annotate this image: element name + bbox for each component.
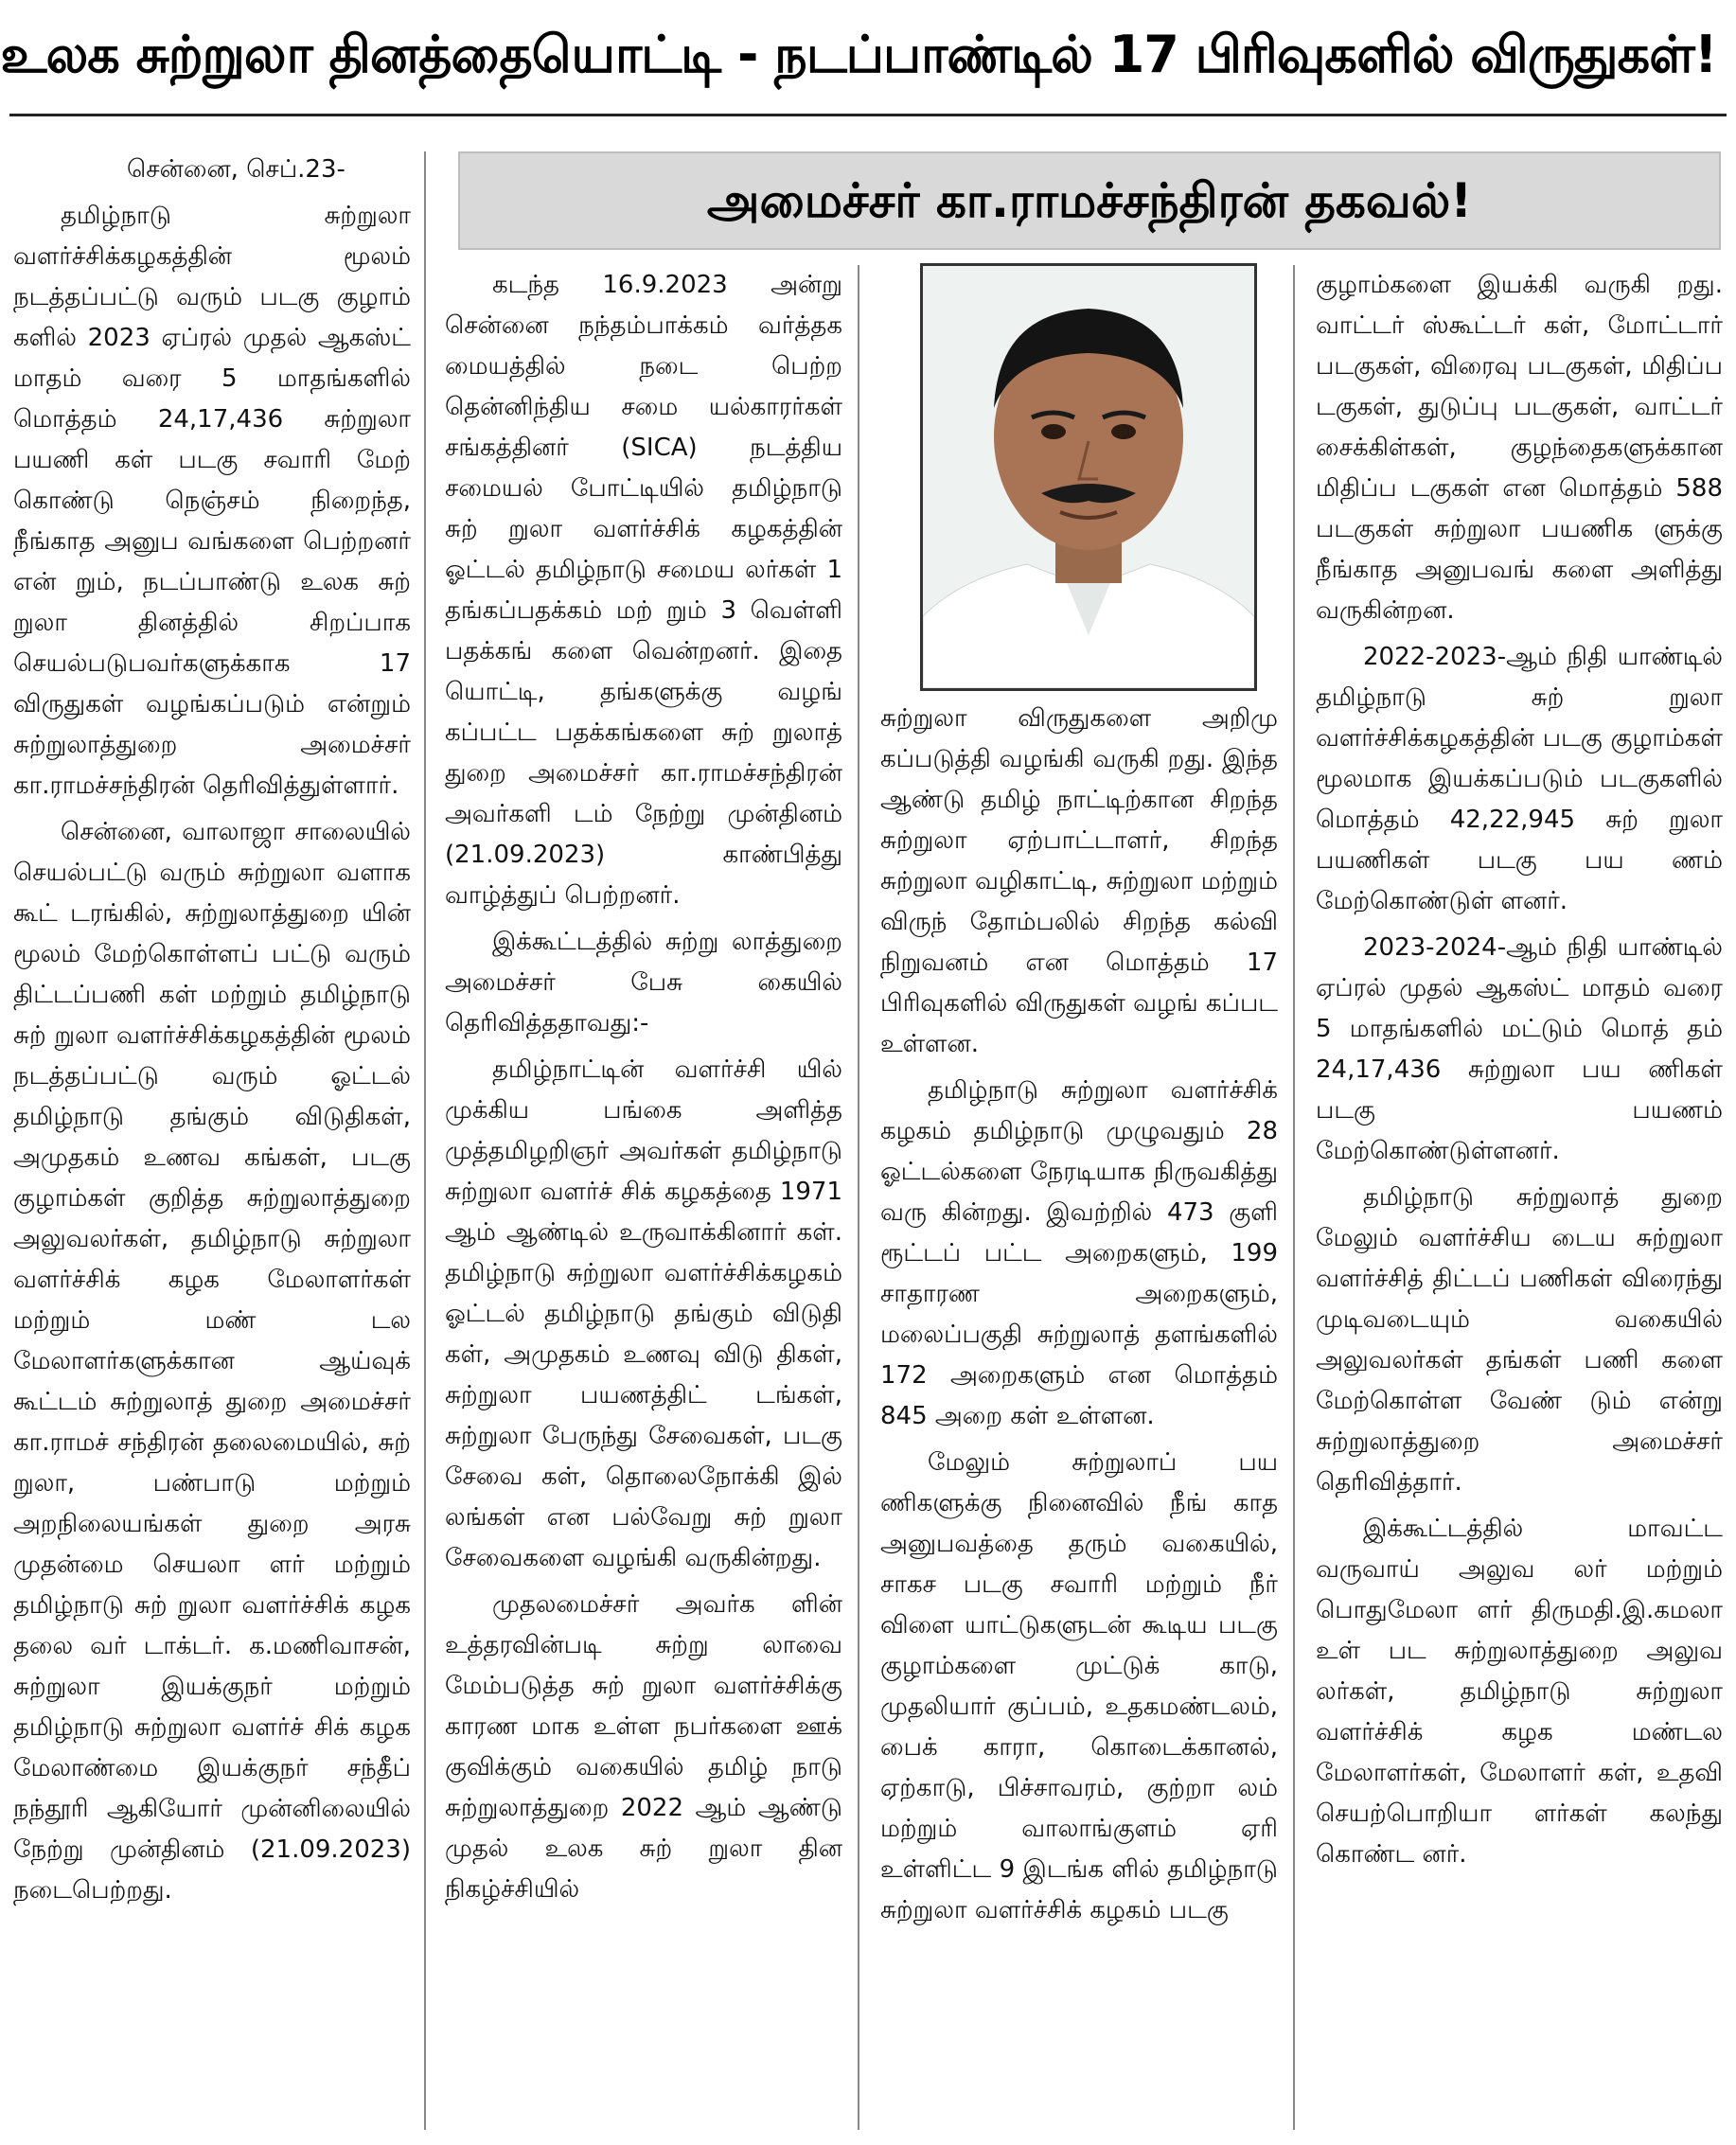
article-column-4 [1316,265,1723,1881]
portrait-icon [923,266,1254,688]
column-divider [1293,265,1295,2130]
article-column-1 [13,150,411,1917]
headline: உலக சுற்றுலா தினத்தையொட்டி - நடப்பாண்டில் 17 பிரிவுகளில் விருதுகள்! [0,25,1717,84]
paragraph: தமிழ்நாடு சுற்றுலா வளர்ச்சிக் கழகம் தமிழ்நாடு முழுவதும் 28 ஓட்டல்களை நேரடியாக நிருவகித்து வரு கின்றது. இவற்றில் 473 குளி ரூட்டப் பட்ட அறைகளும், 199 சாதாரண அறைகளும், மலைப்பகுதி சுற்றுலாத் தளங்களில் 172 அறைகளும் என மொத்தம் 845 அறை கள் உள்ளன. [880,1076,1278,1430]
paragraph: மேலும் சுற்றுலாப் பய ணிகளுக்கு நினைவில் நீங் காத அனுபவத்தை தரும் வகையில், சாகச படகு சவாரி மற்றும் நீர் விளை யாட்டுகளுடன் கூடிய படகு குழாம்களை முட்டுக் காடு, முதலியார் குப்பம், உதகமண்டலம், பைக் காரா, கொடைக்கானல், ஏற்காடு, பிச்சாவரம், குற்றா லம் மற்றும் வாலாங்குளம் ஏரி உள்ளிட்ட 9 இடங்க ளில் தமிழ்நாடு சுற்றுலா வளர்ச்சிக் கழகம் படகு [880,1448,1278,1924]
paragraph: இக்கூட்டத்தில் மாவட்ட வருவாய் அலுவ லர் மற்றும் பொதுமேலா ளர் திருமதி.இ.கமலா உள் பட சுற்றுலாத்துறை அலுவ லர்கள், தமிழ்நாடு சுற்றுலா வளர்ச்சிக் கழக மண்டல மேலாளர்கள், மேலாளர் கள், உதவி செயற்பொறியா ளர்கள் கலந்து கொண்ட னர். [1316,1515,1723,1869]
paragraph: கடந்த 16.9.2023 அன்று சென்னை நந்தம்பாக்கம் வர்த்தக மையத்தில் நடை பெற்ற தென்னிந்திய சமை யல்காரர்கள் சங்கத்தினர் (SICA) நடத்திய சமையல் போட்டியில் தமிழ்நாடு சுற் றுலா வளர்ச்சிக் கழகத்தின் ஓட்டல் தமிழ்நாடு சமைய லர்கள் 1 தங்கப்பதக்கம் மற் றும் 3 வெள்ளி பதக்கங் களை வென்றனர். இதை யொட்டி, தங்களுக்கு வழங் கப்பட்ட பதக்கங்களை சுற் றுலாத் துறை அமைச்சர் கா.ராமச்சந்திரன் அவர்களி டம் நேற்று முன்தினம் (21.09.2023) காண்பித்து வாழ்த்துப் பெற்றனர். [445,271,842,910]
article-column-2 [445,265,842,1916]
paragraph: 2022-2023-ஆம் நிதி யாண்டில் தமிழ்நாடு சுற் றுலா வளர்ச்சிக்கழகத்தின் படகு குழாம்கள் மூலமாக இயக்கப்படும் படகுகளில் மொத்தம் 42,22,945 சுற் றுலா பயணிகள் படகு பய ணம் மேற்கொண்டுள் ளனர். [1316,643,1723,915]
paragraph: முதலமைச்சர் அவர்க ளின் உத்தரவின்படி சுற்று லாவை மேம்படுத்த சுற் றுலா வளர்ச்சிக்கு காரண மாக உள்ள நபர்களை ஊக் குவிக்கும் வகையில் தமிழ் நாடு சுற்றுலாத்துறை 2022 ஆம் ஆண்டு முதல் உலக சுற் றுலா தின நிகழ்ச்சியில் [445,1590,842,1904]
column-divider [424,151,426,2130]
paragraph: தமிழ்நாடு சுற்றுலாத் துறை மேலும் வளர்ச்சிய டைய சுற்றுலா வளர்ச்சித் திட்டப் பணிகள் விரைந்து முடிவடையும் வகையில் அலுவலர்கள் தங்கள் பணி களை மேற்கொள்ள வேண் டும் என்று சுற்றுலாத்துறை அமைச்சர் தெரிவித்தார். [1316,1183,1723,1497]
headline-rule [9,114,1727,116]
paragraph: இக்கூட்டத்தில் சுற்று லாத்துறை அமைச்சர் பேசு கையில் தெரிவித்ததாவது:- [445,928,842,1037]
paragraph: தமிழ்நாட்டின் வளர்ச்சி யில் முக்கிய பங்கை அளித்த முத்தமிழறிஞர் அவர்கள் தமிழ்நாடு சுற்றுலா வளர்ச் சிக் கழகத்தை 1971 ஆம் ஆண்டில் உருவாக்கினார் கள். தமிழ்நாடு சுற்றுலா வளர்ச்சிக்கழகம் ஓட்டல் தமிழ்நாடு தங்கும் விடுதி கள், அமுதகம் உணவு விடு திகள், சுற்றுலா பயணத்திட் டங்கள், சுற்றுலா பேருந்து சேவைகள், படகு சேவை கள், தொலைநோக்கி இல் லங்கள் என பல்வேறு சுற் றுலா சேவைகளை வழங்கி வருகின்றது. [445,1055,842,1572]
portrait-photo [920,263,1257,691]
column-divider [858,265,859,2130]
subheadline: அமைச்சர் கா.ராமச்சந்திரன் தகவல்! [458,151,1721,250]
paragraph: சுற்றுலா விருதுகளை அறிமு கப்படுத்தி வழங்கி வருகி றது. இந்த ஆண்டு தமிழ் நாட்டிற்கான சிறந்த சுற்றுலா ஏற்பாட்டாளர், சிறந்த சுற்றுலா வழிகாட்டி, சுற்றுலா மற்றும் விருந் தோம்பலில் சிறந்த கல்வி நிறுவனம் என மொத்தம் 17 பிரிவுகளில் விருதுகள் வழங் கப்பட உள்ளன. [880,704,1278,1058]
article-column-3 [880,699,1278,1937]
paragraph: 2023-2024-ஆம் நிதி யாண்டில் ஏப்ரல் முதல் ஆகஸ்ட் மாதம் வரை 5 மாதங்களில் மட்டும் மொத் தம் 24,17,436 சுற்றுலா பய ணிகள் படகு பயணம் மேற்கொண்டுள்ளனர். [1316,933,1723,1165]
paragraph: சென்னை, வாலாஜா சாலையில் செயல்பட்டு வரும் சுற்றுலா வளாக கூட் டரங்கில், சுற்றுலாத்துறை யின் மூலம் மேற்கொள்ளப் பட்டு வரும் திட்டப்பணி கள் மற்றும் தமிழ்நாடு சுற் றுலா வளர்ச்சிக்கழகத்தின் மூலம் நடத்தப்பட்டு வரும் ஓட்டல் தமிழ்நாடு தங்கும் விடுதிகள், அமுதகம் உணவ கங்கள், படகு குழாம்கள் குறித்த சுற்றுலாத்துறை அலுவலர்கள், தமிழ்நாடு சுற்றுலா வளர்ச்சிக் கழக மேலாளர்கள் மற்றும் மண் டல மேலாளர்களுக்கான ஆய்வுக் கூட்டம் சுற்றுலாத் துறை அமைச்சர் கா.ராமச் சந்திரன் தலைமையில், சுற் றுலா, பண்பாடு மற்றும் அறநிலையங்கள் துறை அரசு முதன்மை செயலா ளர் மற்றும் தமிழ்நாடு சுற் றுலா வளர்ச்சிக் கழக தலை வர் டாக்டர். க.மணிவாசன், சுற்றுலா இயக்குநர் மற்றும் தமிழ்நாடு சுற்றுலா வளர்ச் சிக் கழக மேலாண்மை இயக்குநர் சந்தீப் நந்தூரி ஆகியோர் முன்னிலையில் நேற்று முன்தினம் (21.09.2023) நடைபெற்றது. [13,818,411,1905]
dateline: சென்னை, செப்.23- [127,155,345,184]
paragraph: தமிழ்நாடு சுற்றுலா வளர்ச்சிக்கழகத்தின் மூலம் நடத்தப்பட்டு வரும் படகு குழாம் களில் 2023 ஏப்ரல் முதல் ஆகஸ்ட் மாதம் வரை 5 மாதங்களில் மொத்தம் 24,17,436 சுற்றுலா பயணி கள் படகு சவாரி மேற் கொண்டு நெஞ்சம் நிறைந்த, நீங்காத அனுப வங்களை பெற்றனர் என் றும், நடப்பாண்டு உலக சுற் றுலா தினத்தில் சிறப்பாக செயல்படுபவர்களுக்காக 17 விருதுகள் வழங்கப்படும் என்றும் சுற்றுலாத்துறை அமைச்சர் கா.ராமச்சந்திரன் தெரிவித்துள்ளார். [13,202,411,800]
paragraph: குழாம்களை இயக்கி வருகி றது. வாட்டர் ஸ்கூட்டர் கள், மோட்டார் படகுகள், விரைவு படகுகள், மிதிப்ப டகுகள், துடுப்பு படகுகள், வாட்டர் சைக்கிள்கள், குழந்தைகளுக்கான மிதிப்ப டகுகள் என மொத்தம் 588 படகுகள் சுற்றுலா பயணிக ளுக்கு நீங்காத அனுபவங் களை அளித்து வருகின்றன. [1316,271,1723,625]
